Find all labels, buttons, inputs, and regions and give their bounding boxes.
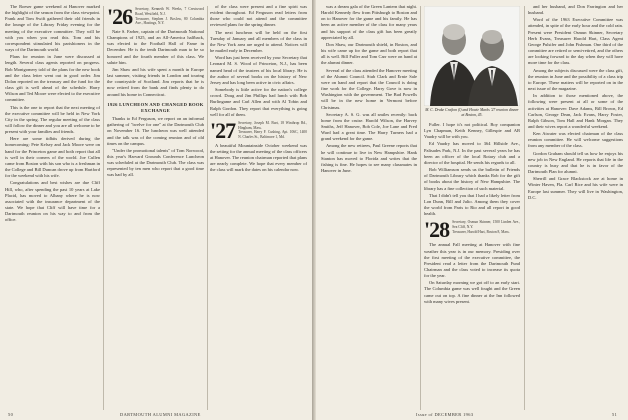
two-men-photo-image: [424, 6, 520, 106]
page-number: 51: [612, 412, 618, 417]
left-column-3: [210, 4, 307, 404]
class-year-number: '26: [107, 4, 133, 29]
paragraph: Several of the class attended the Hanover meeting of the Alumni Council. Stub Clark and Ernie Sale were on hand and report that the Council is doing fine work for the College. Harry Gove is now in Washington with the government. The Bud Powells will be in the new home in Vermont before Christmas.: [321, 67, 417, 110]
class-heading-28: [424, 217, 520, 243]
paragraph: On Saturday morning we got off to an early start. The Columbia game was well fought and the Green came out on top. A fine dinner at the Inn followed with many wives present.: [424, 280, 520, 304]
class-secretary: Secretary, Joseph M. Burt, 18 Winthrop Rd., Hingham, Mass.: [238, 120, 307, 130]
section-subheading: 1926 LUNCHEON AND CHANGED BOOK EXCHANGE: [107, 101, 204, 113]
left-column-2: [107, 4, 204, 404]
paragraph: Ken Atwater was elected chairman of the class reunion committee. He will welcome suggestions from any member of the class.: [528, 131, 623, 149]
right-page: [316, 0, 628, 420]
paragraph: That I didn't tell you that I had a likely letter from Lon Dunn, Bill and Julio. Among them they cover the world from Paris to Rio and all report in good health.: [424, 192, 520, 217]
class-year-number: '28: [424, 217, 450, 243]
paragraph: Among the subjects discussed were the class gift, the reunion in June and the possibility of a class trip to Europe. These matters will be reported on in the next issue of the magazine.: [528, 67, 623, 92]
paragraph: Jim Shaw and his wife spent a month in Europe last summer, visiting friends in London and touring the countryside of Scotland. Jim reports that he is now retired from the bank and finds plenty to do around his home in Connecticut.: [107, 66, 204, 97]
paragraph: In addition to those mentioned above, the following were present at all or some of the activities at Hanover: Dave Adams, Bill Brown, Ed Carlson, George Dean, Jack Evans, Harry Foster, Ralph Gibson, Tom Hall and Hank Morgan. They and their wives report a wonderful weekend.: [528, 93, 623, 129]
paragraph: This is the one to report that the next meeting of the executive committee will be held in New York City in the spring. The regular meeting of the class will follow the dinner and you are all welcome to be present with your families and friends.: [5, 104, 100, 135]
paragraph: Congratulations and best wishes are due Cliff Hill, who, after spending the past 10 years at Lake Placid, has moved to Albany where he is now associated with the insurance department of the state. We hope that Cliff will have time for a Dartmouth reunion on his way to and from the office.: [5, 180, 100, 223]
paragraph: Word has just been received by your Secretary that Leonard M. S. Wood of Princeton, N.J., has been named head of the trustees of his local library. He is the author of several books on the history of New Jersey and has long been active in civic affairs.: [210, 55, 307, 85]
class-secretary: Secretary, Kenneth W. Weeks, 7 Crestwood Road, Westfield, N.J.: [135, 7, 204, 16]
paragraph: Here are some tidbits derived during the homecoming: Pete Kelsey and Jack Moore were on hand for the Princeton game and both report that all is well in their corners of the world. Joe Cullen came from Boston with his son who is a freshman in the College and Bill Duncan drove up from Hartford for the weekend with his wife.: [5, 136, 100, 179]
news-photo: [424, 6, 500, 106]
paragraph: was a dream gala of the Green Lantern that night. Harold Kennedy flew from Pittsburgh to Boston and on to Hanover for the game and his family. He has been an active member of the class for many years and his support of the class gift has been greatly appreciated by all.: [321, 4, 417, 40]
class-heading-26: [107, 4, 204, 29]
column-rule: [103, 6, 104, 410]
class-secretary: Secretary, Osmun Skinner, 1500 Linden Ave., Sea Cliff, N.Y.: [452, 220, 520, 230]
paragraph: Gordon Graham should tell us how he enjoys his new job in New England. He reports that life in the country is busy and that he is in favor of the Dartmouth Plan for alumni.: [528, 150, 623, 175]
paragraph: Fuller. I hope it's not political. Boy companion Lyn Chapman, Keith Kenney, Gillespie and AB Vaudry will be with you.: [424, 122, 520, 140]
paragraph: Among the new retirees, Paul Greene reports that he will continue to live in New Hampshire. Hank Stanton has moved to Florida and writes that the fishing is fine. He hopes to see many classmates in Hanover in June.: [321, 143, 417, 174]
paragraph: Word of the 1963 Executive Committee was attended, in spite of the early hour and the cold rain. Present were President Osmun Skinner, Secretary Herb Evans, Treasurer Harold Hart, Class Agent George Pulsifer and John Fishman. One third of the committee are retired or semi-retired, and the others are looking forward to the day when they will have more time for the class.: [528, 17, 623, 66]
paragraph: Ed Vaudry has moved to 364 Hillside Ave., Palisades Park, N.J. In the past several years he has been an officer of the local Rotary club and a director of the hospital. He sends his regards to all.: [424, 141, 520, 165]
paragraph: and her husband, and Don Farrington and her husband.: [528, 4, 623, 16]
column-rule: [420, 6, 421, 410]
column-rule: [524, 6, 525, 410]
paragraph: A beautiful Mountainside October weekend was the setting for the annual meeting of the class officers at Hanover. The reunion chairman reported that plans are nearly complete. We hope that every member of the class will mark the dates on his calendar now.: [210, 142, 307, 173]
right-column-1: [321, 4, 417, 404]
class-treasurer: Treasurer, Stephen J. Boslow, 80 Columbia Ave., Hastings, N.Y.: [135, 16, 204, 26]
paragraph: The next luncheon will be held on the first Tuesday of January and all members of the class in the New York area are urged to attend. Notices will be mailed early in December.: [210, 29, 307, 54]
class-heading-27: [210, 117, 307, 143]
paragraph: Bob Williamson sends us the bulletin of Friends of Dartmouth Library which thanks Rob for the gift of books about the history of New Hampshire. The library has a fine collection of such material.: [424, 167, 520, 191]
paragraph: "Under the promotional talents" of Tom Norwood, this year's Harvard Grounds Conference Luncheon was scheduled at the Dartmouth Club. The class was represented by ten men who report that a good time was had by all.: [107, 147, 204, 178]
issue-title: Issue of DECEMBER 1963: [416, 412, 474, 417]
left-page: [0, 0, 312, 420]
class-treasurer: Treasurer, Harold Hart, Boston 8, Mass.: [452, 229, 510, 234]
column-rule: [207, 6, 208, 410]
paragraph: Don Shaw, our Dartmouth shield, in Boston, and his wife came up for the game and both report that all is well. Bill Fuller and Tom Carr were on hand at the alumni dinner.: [321, 41, 417, 66]
right-column-3: [528, 4, 623, 404]
page-number: 50: [8, 412, 14, 417]
paragraph: Secretary A. S. G. was all smiles recently: back home from the cruise. Harold Wilson, the Harvey Smiths, Jeff Hanover, Bob Cole, Joe Lane and Fred Ward had a great time. The Harry Turners had a grand weekend for the game.: [321, 111, 417, 142]
paragraph: of the class were present and a fine spirit was evident throughout. Ed Ferguson read letters from those who could not attend and the committee reviewed plans for the spring dinner.: [210, 4, 307, 28]
left-column-1: [5, 4, 100, 404]
class-year-number: '27: [210, 117, 236, 143]
magazine-title: DARTMOUTH ALUMNI MAGAZINE: [120, 412, 201, 417]
paragraph: Plans for reunion in June were discussed at length. Several class agents reported on progress. Bob Montgomery told of the plans for the new book and the class letter went out in good order. Jim Dolan reported on the treasury and the fund for the class gift is well ahead of the schedule. Harry Wilson and Ted Moore were elected to the executive committee.: [5, 54, 100, 103]
paragraph: Sherrill and Grace Blackstock are at home in Winter Haven, Fla. Carl Rice and his wife were in Europe last summer. They will live in Washington, D.C.: [528, 176, 623, 200]
class-treasurer: Treasurer, Harry F. Cushing, Apt. 106C, 1400 N. Charles St., Baltimore 1, Md.: [238, 130, 307, 140]
right-column-2: [424, 122, 520, 404]
paragraph: Somebody is little active for the nation's college crowd. Doug and Jim Phillips had lunch with Bob Burlingame and Carl Allen and with Al Tobin and Ralph Gordon. They report that everything is going well for all of them.: [210, 87, 307, 117]
photo-caption: M. C. Drake Crafton (l) and Howie Marks '27 reunion dinner at Boston, 45.: [425, 108, 519, 117]
paragraph: The Roeser game weekend at Hanover marked the highlight of the season from the class viewpoint. Frank and Tom Swift gathered their old friends in the lounge of the Library Friday evening for the meeting of the executive committee. They will be with you when you read this. Tom and his correspondent stimulated his parishioners in the ways of the Dartmouth world.: [5, 4, 100, 53]
paragraph: The annual Fall meeting at Hanover with fine weather this year is in our memory. Presiding over the first meeting of the executive committee, the President read a letter from the Dartmouth Fund Chairman and the class voted to increase its quota for the year.: [424, 242, 520, 279]
paragraph: Thanks to Ed Ferguson, we report on an informal gathering of "twelve for one" at the Dartmouth Club on November 16. The luncheon was well attended and the talk was of the coming reunion and of old times on the campus.: [107, 116, 204, 146]
paragraph: Nate S. Farber, captain of the Dartmouth National Champions of 1925, and an All-America halfback, was elected to the Football Hall of Fame in December. He is the tenth Dartmouth man to be so honored and the fourth member of this class. We salute him.: [107, 29, 204, 65]
